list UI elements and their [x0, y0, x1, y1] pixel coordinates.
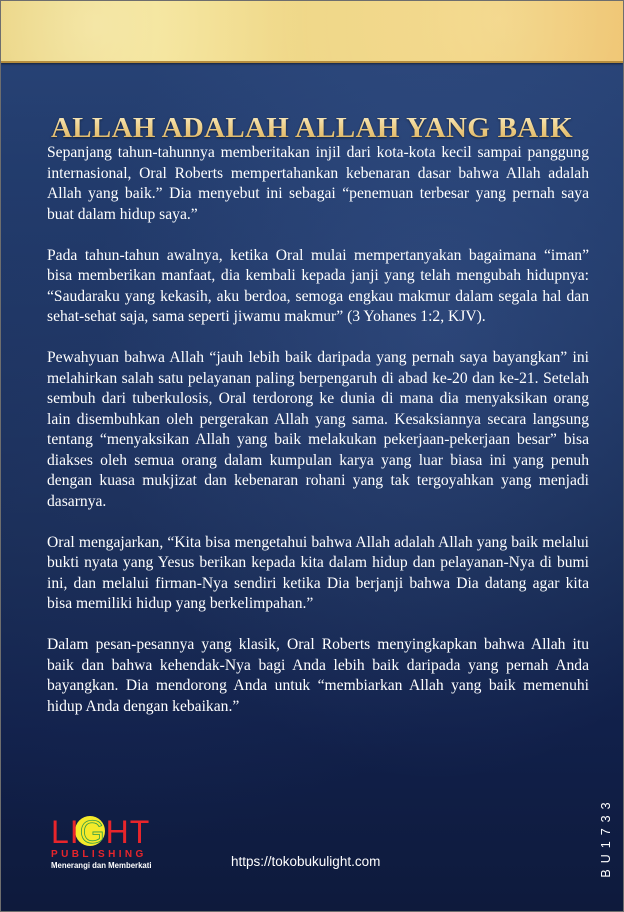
product-code [599, 789, 613, 885]
blurb-paragraph-1: Sepanjang tahun-tahunnya memberitakan injil dari kota-kota kecil sampai panggung internasional, Oral Roberts mempertahankan kebenaran dasar bahwa Allah adalah Allah yang baik.” Dia menyebut ini sebagai “penemuan terbesar yang pernah saya buat dalam hidup saya.” [47, 144, 589, 223]
blurb-text [47, 143, 589, 738]
logo-letter-g: G [79, 814, 106, 850]
light-publishing-logo [51, 816, 171, 876]
publisher-tagline: Menerangi dan Memberkati [51, 861, 152, 870]
cover-title: ALLAH ADALAH ALLAH YANG BAIK [1, 112, 623, 145]
blurb-paragraph-4: Oral mengajarkan, “Kita bisa mengetahui bahwa Allah adalah Allah yang baik melalui bukti nyata yang Yesus berikan kepada kita dalam hidup dan pelayanan-Nya di bumi ini, dan melalui firman-Nya sendiri ketika Dia berjanji bahwa Dia datang agar kita bisa memiliki hidup yang berkelimpahan.” [47, 533, 589, 612]
logo-letter-h: H [105, 814, 130, 850]
blurb-paragraph-2: Pada tahun-tahun awalnya, ketika Oral mulai mempertanyakan bagaimana “iman” bisa memberikan manfaat, dia kembali kepada janji yang telah mengubah hidupnya: “Saudaraku yang kekasih, aku berdoa, semoga engkau makmur dalam segala hal dan sehat-sehat saja, sama seperti jiwamu makmur” (3 Yohanes 1:2, KJV). [47, 246, 589, 325]
logo-letter-l: L [51, 814, 70, 850]
blurb-paragraph-5: Dalam pesan-pesannya yang klasik, Oral Roberts menyingkapkan bahwa Allah itu baik dan bahwa kehendak-Nya bagi Anda lebih baik daripada yang pernah Anda bayangkan. Dia mendorong Anda untuk “membiarkan Allah yang baik memenuhi hidup Anda dengan kebaikan.” [47, 636, 589, 715]
logo-subtitle: PUBLISHING [51, 849, 147, 860]
logo-letter-i: I [69, 814, 80, 850]
blurb-paragraph-3: Pewahyuan bahwa Allah “jauh lebih baik daripada yang pernah saya bayangkan” ini melahirkan salah satu pelayanan paling berpengaruh di abad ke-20 dan ke-21. Setelah sembuh dari tuberkulosis, Oral terdorong ke dunia di mana dia menyaksikan orang lain disembuhkan oleh pergerakan Allah yang sama. Kesaksiannya secara langsung tentang “menyaksikan Allah yang baik melakukan pekerjaan-pekerjaan besar” bisa diakses oleh semua orang dalam kumpulan karya yang luar biasa ini yang penuh dengan kuasa mukjizat dan kebenaran rohani yang tak tergoyahkan yang menjadi dasarnya. [47, 349, 589, 510]
product-code-text: BU1733 [599, 796, 613, 878]
logo-wordmark [51, 816, 150, 848]
publisher-url[interactable]: https://tokobukulight.com [231, 854, 381, 869]
logo-letter-t: T [129, 814, 151, 850]
gold-foil-band [1, 1, 623, 63]
